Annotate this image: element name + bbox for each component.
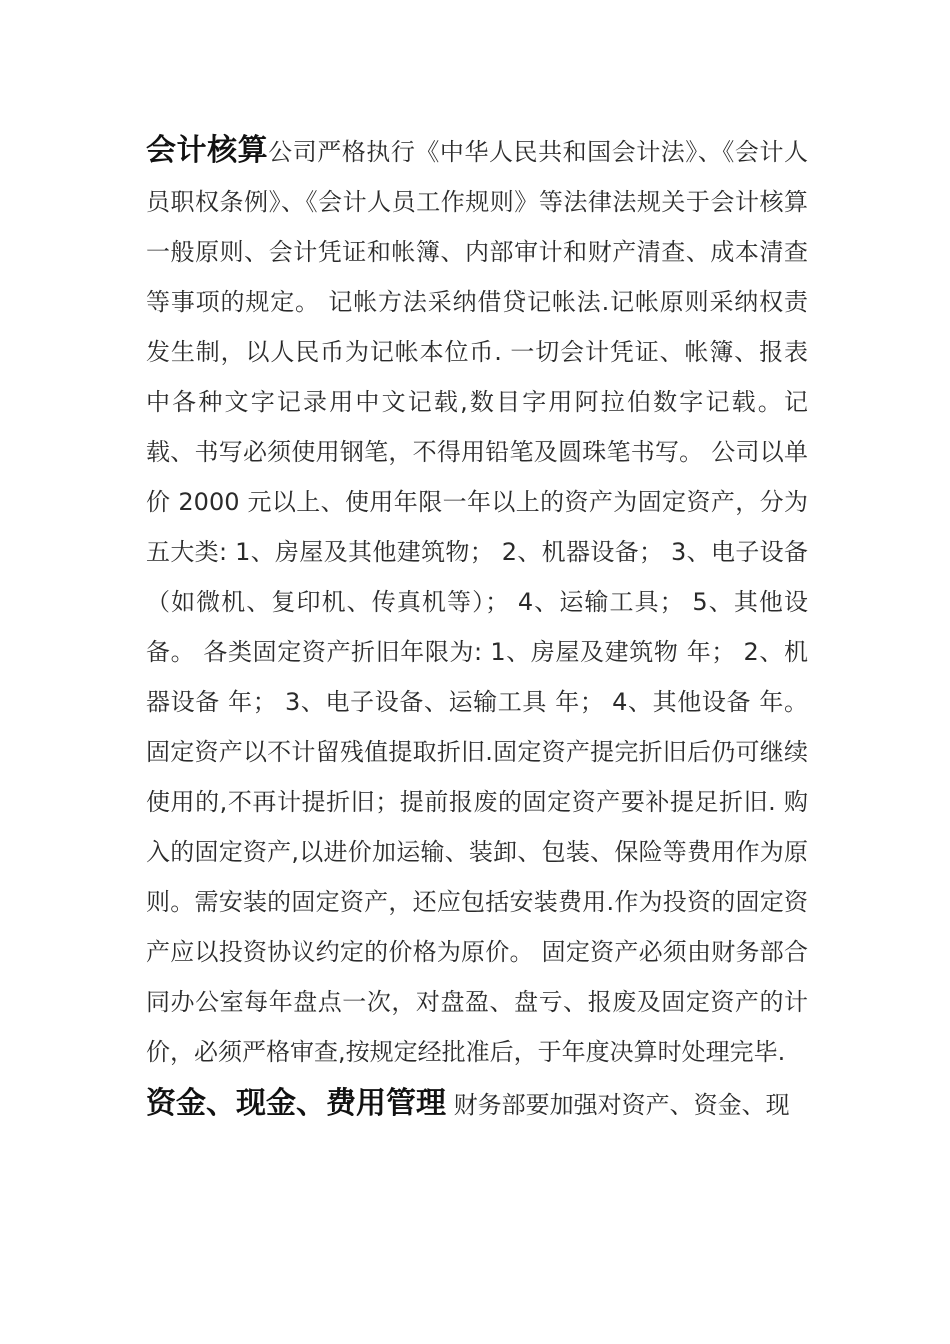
document-page [146, 126, 808, 1130]
section-body-funds-management: 财务部要加强对资产、资金、现 [446, 1091, 790, 1119]
section-body-accounting: 公司严格执行《中华人民共和国会计法》、《会计人员职权条例》、《会计人员工作规则》等法律法规关于会计核算一般原则、会计凭证和帐簿、内部审计和财产清查、成本清查等事项的规定。 记帐方法采纳借贷记帐法.记帐原则采纳权责发生制，以人民币为记帐本位币. 一切会计凭证、帐簿、报表中各种文字记录用中文记载,数目字用阿拉伯数字记载。记 载、书写必须使用钢笔，不得用铅笔及圆珠笔书写。 公司以单价 2000 元以上、使用年限一年以上的资产为固定资产，分为五大类: 1、房屋及其他建筑物； 2、机器设备； 3、电子设备（如微机、复印机、传真机等）； 4、运输工具； 5、其他设备。 各类固定资产折旧年限为: 1、房屋及建筑物 年； 2、机器设备 年； 3、电子设备、运输工具 年； 4、其他设备 年。 固定资产以不计留残值提取折旧.固定资产提完折旧后仍可继续使用的,不再计提折旧；提前报废的固定资产要补提足折旧. 购入的固定资产,以进价加运输、装卸、包装、保险等费用作为原则。需安装的固定资产，还应包括安装费用.作为投资的固定资产应以投资协议约定的价格为原价。 固定资产必须由财务部合同办公室每年盘点一次，对盘盈、盘亏、报废及固定资产的计价，必须严格审查,按规定经批准后，于年度决算时处理完毕. [146, 138, 809, 1066]
section-heading-funds-management: 资金、现金、费用管理 [146, 1086, 446, 1121]
paragraph-funds-management [146, 1079, 808, 1130]
paragraph-accounting [146, 126, 808, 1077]
section-heading-accounting: 会计核算 [146, 133, 269, 168]
